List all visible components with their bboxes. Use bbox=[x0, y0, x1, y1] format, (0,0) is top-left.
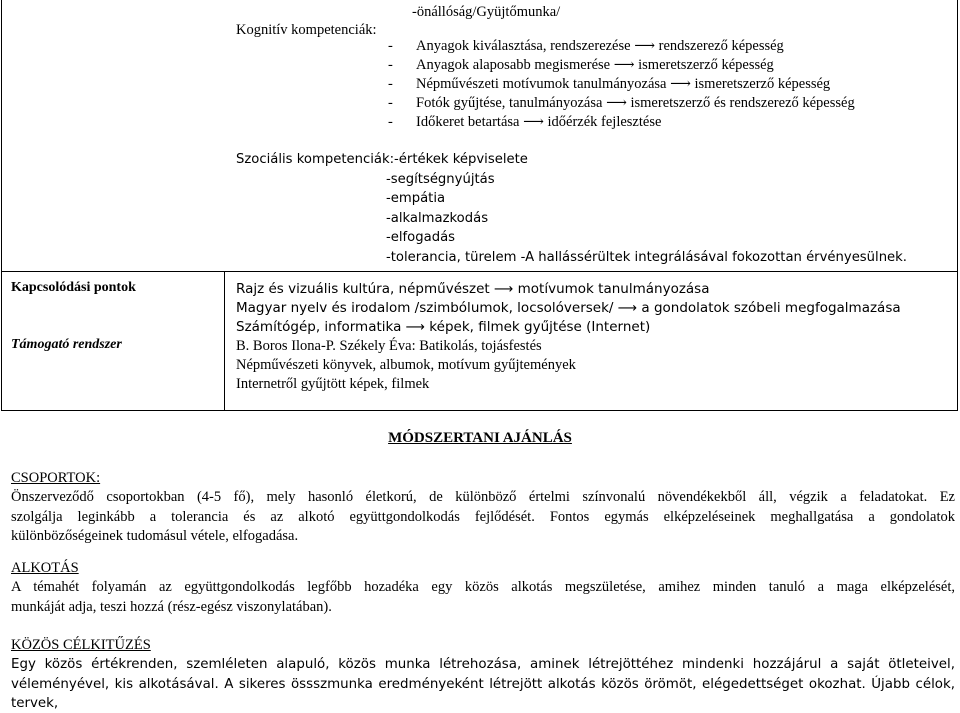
paragraph-line: Önszerveződő csoportokban (4-5 fő), mely hasonló életkorú, de különböző értelmi színvonalú növendékekből áll, végzik a feladatokat. Ez bbox=[11, 489, 955, 506]
kognitiv-label: Kognitív kompetenciák: bbox=[236, 22, 377, 38]
szocialis-first-line: Szociális kompetenciák:-értékek képviselete bbox=[236, 152, 528, 167]
list-item: -segítségnyújtás bbox=[386, 171, 495, 187]
list-item: Számítógép, informatika ⟶ képek, filmek gyűjtése (Internet) bbox=[236, 319, 651, 335]
kapcsolodasi-content bbox=[236, 280, 901, 394]
celkituzes-title: KÖZÖS CÉLKITŰZÉS bbox=[11, 637, 151, 653]
paragraph-line: Egy közös értékrenden, szemléleten alapuló, közös munka létrehozása, aminek létrejöttéhez mindenki hozzájárul a saját ötleteivel, bbox=[11, 657, 955, 673]
paragraph-line: véleményével, kis alkotásával. A sikeres össszmunka eredményeként létrejött alkotás közös örömöt, elégedettséget okozhat. Újabb célok, tervek, bbox=[11, 676, 955, 711]
csoportok-title: CSOPORTOK: bbox=[11, 470, 101, 486]
table-left-border bbox=[1, 0, 2, 271]
tamogato-label: Támogató rendszer bbox=[11, 337, 122, 352]
list-item: Rajz és vizuális kultúra, népművészet ⟶ motívumok tanulmányozása bbox=[236, 281, 710, 297]
szocialis-label: Szociális kompetenciák: bbox=[236, 152, 395, 167]
list-item: - Anyagok kiválasztása, rendszerezése ⟶ rendszerező képesség bbox=[388, 38, 784, 54]
table-row-divider bbox=[2, 271, 957, 272]
list-item: -empátia bbox=[386, 191, 446, 206]
paragraph-line: különbözőségeinek tudomásul vétele, elfogadása. bbox=[11, 527, 299, 544]
list-item: -tolerancia, türelem -A hallássérültek integrálásával fokozottan érvényesülnek. bbox=[386, 249, 907, 265]
csoportok-section bbox=[11, 469, 955, 546]
alkotas-section bbox=[11, 559, 955, 617]
celkituzes-section bbox=[11, 636, 955, 713]
table-column-divider bbox=[224, 271, 225, 410]
list-item: - Időkeret betartása ⟶ időérzék fejlesztése bbox=[388, 114, 662, 130]
list-item: -elfogadás bbox=[386, 230, 456, 245]
list-item: Internetről gyűjtött képek, filmek bbox=[236, 376, 430, 392]
list-item: - Népművészeti motívumok tanulmányozása ⟶ ismeretszerző képesség bbox=[388, 76, 831, 92]
szocialis-block bbox=[236, 150, 907, 267]
list-item: B. Boros Ilona-P. Székely Éva: Batikolás, tojásfestés bbox=[236, 338, 542, 354]
list-item: - Fotók gyűjtése, tanulmányozása ⟶ ismeretszerző és rendszerező képesség bbox=[388, 95, 855, 111]
kapcsolodasi-label: Kapcsolódási pontok bbox=[11, 280, 136, 295]
paragraph-line: A témahét folyamán az együttgondolkodás legfőbb hozadéka egy közös alkotás megszületése, amihez minden tanuló a maga elképzelését, bbox=[11, 579, 955, 596]
kognitiv-list bbox=[388, 37, 855, 132]
list-item: Népművészeti könyvek, albumok, motívum gyűjtemények bbox=[236, 357, 576, 373]
list-item: - Anyagok alaposabb megismerése ⟶ ismeretszerző képesség bbox=[388, 57, 774, 73]
alkotas-title: ALKOTÁS bbox=[11, 560, 79, 576]
paragraph-line: munkáját adja, teszi hozzá (rész-egész viszonylatában). bbox=[11, 598, 332, 615]
list-item: Magyar nyelv és irodalom /szimbólumok, locsolóversek/ ⟶ a gondolatok szóbeli megfogalmazása bbox=[236, 300, 901, 316]
paragraph-line: szolgálja leginkább a tolerancia és az alkotó együttgondolkodás fejlődését. Fontos egymás elképzeléseinek meghallgatása a gondolatok bbox=[11, 508, 955, 525]
list-item: -alkalmazkodás bbox=[386, 210, 489, 226]
method-heading: MÓDSZERTANI AJÁNLÁS bbox=[388, 430, 572, 446]
onallosag-text: -önállóság/Gyüjtőmunka/ bbox=[412, 4, 561, 20]
